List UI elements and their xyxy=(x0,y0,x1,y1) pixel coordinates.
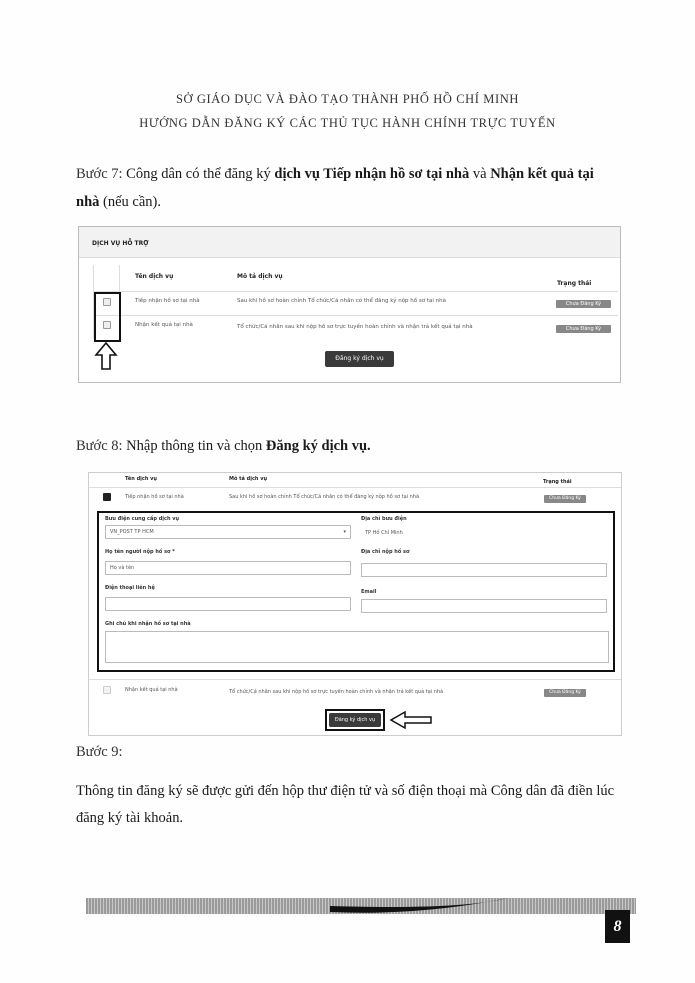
submit-address-input[interactable] xyxy=(361,563,607,577)
row2-service-name-2: Nhận kết quả tại nhà xyxy=(125,687,178,693)
row1-service-name-2: Tiếp nhận hồ sơ tại nhà xyxy=(125,494,184,500)
post-address-label: Địa chỉ bưu điện xyxy=(361,516,407,522)
row1-checkbox-checked[interactable] xyxy=(103,493,111,501)
step9-label xyxy=(76,744,123,761)
row1-service-desc-2: Sau khi hồ sơ hoàn chỉnh Tổ chức/Cá nhân có thể đăng ký nộp hồ sơ tại nhà xyxy=(229,494,420,500)
step9-text: Thông tin đăng ký sẽ được gửi đến hộp thư điện tử và số điện thoại mà Công dân đã điền lúc đăng ký tài khoản. xyxy=(76,783,615,826)
home-pickup-form xyxy=(97,511,615,672)
phone-label: Điện thoại liên hệ xyxy=(105,585,155,591)
note-label: Ghi chú khi nhận hồ sơ tại nhà xyxy=(105,621,191,627)
row2-service-name: Nhận kết quả tại nhà xyxy=(135,322,193,328)
support-services-panel xyxy=(78,226,621,383)
step7-text-b: và xyxy=(469,166,491,182)
chevron-down-icon: ▾ xyxy=(343,529,346,535)
col-desc-header-2: Mô tả dịch vụ xyxy=(229,476,268,482)
col-desc-header: Mô tả dịch vụ xyxy=(237,273,283,280)
footer-swoosh xyxy=(330,896,510,918)
post-office-label: Bưu điện cung cấp dịch vụ xyxy=(105,516,180,522)
applicant-name-input[interactable] xyxy=(105,561,351,575)
page-number: 8 xyxy=(605,910,630,943)
step7-paragraph xyxy=(76,160,636,216)
step7-bold2: Nhận kết quả tại xyxy=(490,166,594,182)
post-office-value: VN_POST TP HCM xyxy=(110,529,154,535)
post-address-value: TP Hồ Chí Minh xyxy=(365,530,403,536)
doc-header-line2: HƯỚNG DẪN ĐĂNG KÝ CÁC THỦ TỤC HÀNH CHÍNH TRỰC TUYẾN xyxy=(139,116,556,130)
row2-checkbox-2[interactable] xyxy=(103,686,111,694)
step9-label-text: Bước 9: xyxy=(76,744,123,760)
note-textarea[interactable] xyxy=(105,631,609,663)
applicant-name-label: Họ tên người nộp hồ sơ * xyxy=(105,549,175,555)
step7-text-c: (nếu cần). xyxy=(99,194,161,210)
step8-label: Bước 8: xyxy=(76,438,123,454)
step7-label: Bước 7: xyxy=(76,166,123,182)
col-status-header-2: Trạng thái xyxy=(543,479,572,485)
step7-bold3: nhà xyxy=(76,194,100,210)
step7-bold1: dịch vụ Tiếp nhận hồ sơ tại nhà xyxy=(274,166,470,182)
left-arrow-icon xyxy=(389,710,433,730)
col-status-header: Trạng thái xyxy=(557,280,592,287)
phone-input[interactable] xyxy=(105,597,351,611)
submit-address-label: Địa chỉ nộp hồ sơ xyxy=(361,549,410,555)
row2-status-button-2[interactable]: Chưa Đăng Ký xyxy=(544,689,586,697)
email-input[interactable] xyxy=(361,599,607,613)
col-service-header-2: Tên dịch vụ xyxy=(125,476,157,482)
col-service-header: Tên dịch vụ xyxy=(135,273,174,280)
row1-service-desc: Sau khi hồ sơ hoàn chỉnh Tổ chức/Cá nhân có thể đăng ký nộp hồ sơ tại nhà xyxy=(237,298,447,304)
register-service-button-2[interactable]: Đăng ký dịch vụ xyxy=(329,713,381,727)
register-service-button[interactable]: Đăng ký dịch vụ xyxy=(325,351,394,367)
row2-service-desc-2: Tổ chức/Cá nhân sau khi nộp hồ sơ trực tuyến hoàn chỉnh và nhận trả kết quả tại nhà xyxy=(229,689,444,695)
panel-title: DỊCH VỤ HỖ TRỢ xyxy=(92,240,149,247)
register-button-highlight xyxy=(325,709,385,731)
up-arrow-icon xyxy=(94,341,118,371)
step7-text-a: Công dân có thể đăng ký xyxy=(122,166,275,182)
step8-bold: Đăng ký dịch vụ. xyxy=(265,438,371,454)
step8-text: Nhập thông tin và chọn xyxy=(122,438,266,454)
email-label: Email xyxy=(361,589,377,595)
step8-paragraph xyxy=(76,438,371,455)
row2-service-desc: Tổ chức/Cá nhân sau khi nộp hồ sơ trực tuyến hoàn chỉnh và nhận trả kết quả tại nhà xyxy=(237,324,473,330)
doc-header-line1: SỞ GIÁO DỤC VÀ ĐÀO TẠO THÀNH PHỐ HỒ CHÍ MINH xyxy=(175,92,520,106)
applicant-name-placeholder: Họ và tên xyxy=(110,565,135,571)
checkbox-highlight xyxy=(94,292,121,342)
post-office-select[interactable] xyxy=(105,525,351,539)
row1-status-button[interactable]: Chưa Đăng Ký xyxy=(556,300,611,308)
row2-status-button[interactable]: Chưa Đăng Ký xyxy=(556,325,611,333)
row1-service-name: Tiếp nhận hồ sơ tại nhà xyxy=(135,298,200,304)
service-register-form-panel xyxy=(88,472,622,736)
row1-status-button-2[interactable]: Chưa Đăng Ký xyxy=(544,495,586,503)
